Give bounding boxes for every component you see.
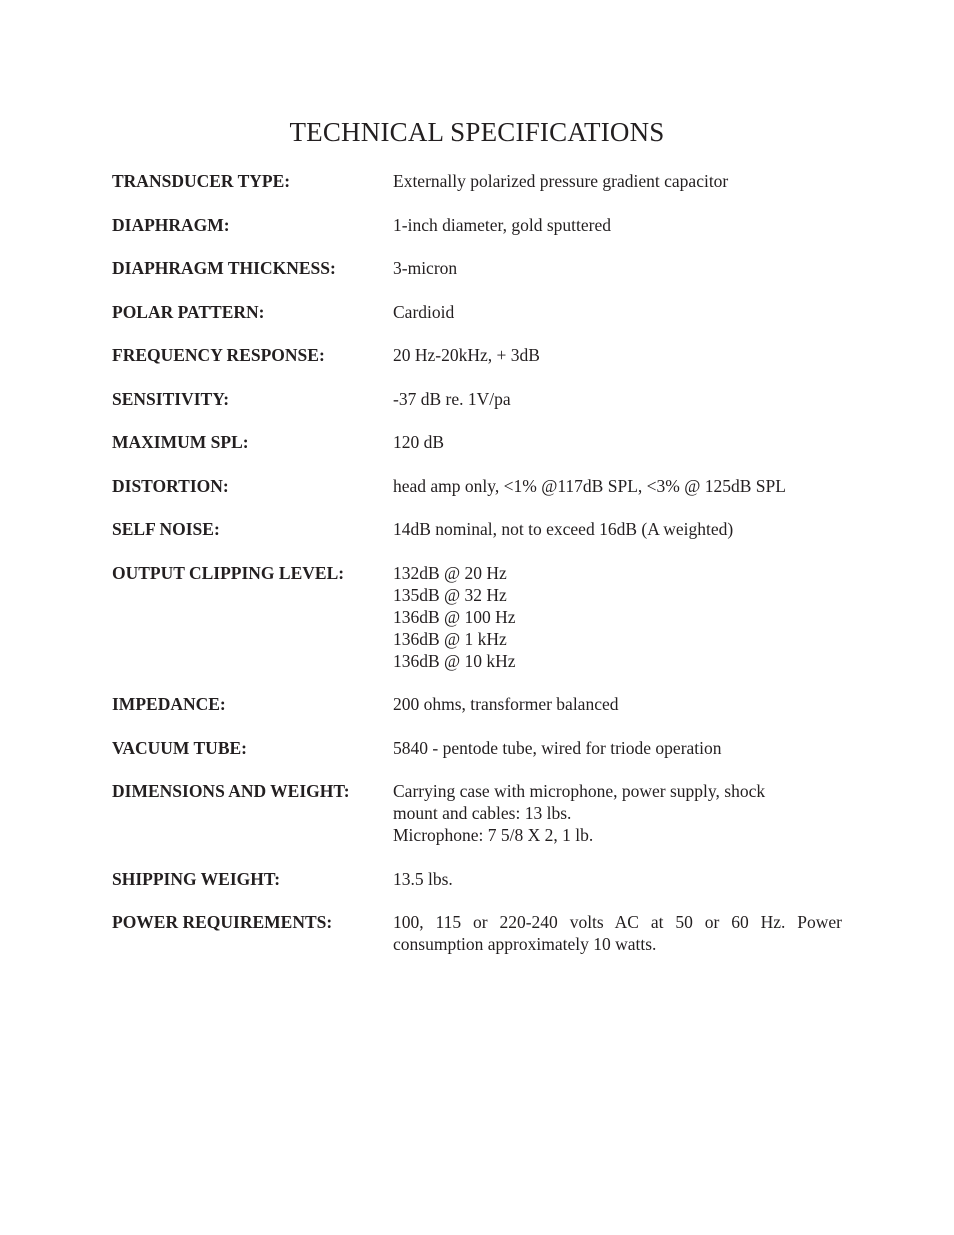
spec-label: DIAPHRAGM THICKNESS: bbox=[112, 258, 336, 278]
spec-value-line: 14dB nominal, not to exceed 16dB (A weighted) bbox=[393, 519, 734, 539]
page-title: TECHNICAL SPECIFICATIONS bbox=[289, 117, 665, 147]
spec-value bbox=[393, 170, 842, 192]
spec-value bbox=[393, 388, 842, 410]
spec-value bbox=[393, 518, 842, 540]
spec-row-diaphragm-thickness bbox=[112, 257, 842, 279]
spec-row-impedance bbox=[112, 693, 842, 715]
spec-label: SELF NOISE: bbox=[112, 519, 220, 539]
spec-label: DIMENSIONS AND WEIGHT: bbox=[112, 781, 350, 801]
spec-value-line: Carrying case with microphone, power supply, shock bbox=[393, 781, 766, 801]
spec-row-output-clipping-level bbox=[112, 562, 842, 672]
spec-label: POWER REQUIREMENTS: bbox=[112, 912, 333, 932]
spec-value-line: -37 dB re. 1V/pa bbox=[393, 388, 511, 409]
spec-value-line: 200 ohms, transformer balanced bbox=[393, 694, 619, 714]
spec-value-line: 136dB @ 1 kHz bbox=[393, 628, 507, 649]
spec-row-vacuum-tube bbox=[112, 737, 842, 759]
spec-label: VACUUM TUBE: bbox=[112, 737, 247, 758]
spec-value-line: 136dB @ 100 Hz bbox=[393, 606, 516, 627]
spec-row-polar-pattern bbox=[112, 301, 842, 323]
spec-label: SHIPPING WEIGHT: bbox=[112, 868, 281, 889]
spec-value-line: 132dB @ 20 Hz bbox=[393, 562, 507, 583]
spec-value-line: Cardioid bbox=[393, 301, 455, 322]
spec-value-line: 136dB @ 10 kHz bbox=[393, 650, 516, 671]
spec-row-distortion bbox=[112, 475, 842, 497]
spec-value bbox=[393, 737, 842, 759]
spec-row-power-requirements bbox=[112, 911, 842, 955]
spec-value-paragraph: 100, 115 or 220-240 volts AC at 50 or 60 Hz. Power consumption approximately 10 watts. bbox=[393, 912, 842, 954]
spec-value bbox=[393, 301, 842, 323]
spec-row-diaphragm bbox=[112, 214, 842, 236]
spec-value bbox=[393, 780, 842, 846]
spec-list bbox=[112, 170, 842, 977]
spec-row-self-noise bbox=[112, 518, 842, 540]
spec-value-line: Microphone: 7 5/8 X 2, 1 lb. bbox=[393, 825, 594, 845]
spec-label: DISTORTION: bbox=[112, 475, 229, 496]
spec-row-shipping-weight bbox=[112, 868, 842, 890]
spec-row-maximum-spl bbox=[112, 431, 842, 453]
spec-value bbox=[393, 344, 842, 366]
spec-label: FREQUENCY RESPONSE: bbox=[112, 345, 325, 365]
spec-label: POLAR PATTERN: bbox=[112, 301, 265, 322]
spec-value-line: 5840 - pentode tube, wired for triode operation bbox=[393, 737, 722, 758]
spec-value-line: head amp only, <1% @117dB SPL, <3% @ 125dB SPL bbox=[393, 475, 786, 496]
spec-label: TRANSDUCER TYPE: bbox=[112, 171, 291, 191]
spec-label: DIAPHRAGM: bbox=[112, 214, 230, 235]
spec-row-dimensions-and-weight bbox=[112, 780, 842, 846]
spec-row-frequency-response bbox=[112, 344, 842, 366]
spec-value-line: 120 dB bbox=[393, 432, 445, 452]
spec-value-line: 1-inch diameter, gold sputtered bbox=[393, 214, 611, 235]
spec-value-line: mount and cables: 13 lbs. bbox=[393, 803, 572, 823]
spec-value bbox=[393, 562, 842, 672]
spec-value-line: Externally polarized pressure gradient capacitor bbox=[393, 171, 729, 191]
spec-label: OUTPUT CLIPPING LEVEL: bbox=[112, 562, 345, 583]
spec-label: SENSITIVITY: bbox=[112, 388, 230, 409]
spec-value-line: 20 Hz-20kHz, + 3dB bbox=[393, 345, 540, 365]
spec-value bbox=[393, 257, 842, 279]
spec-value-line: 13.5 lbs. bbox=[393, 868, 453, 889]
spec-row-sensitivity bbox=[112, 388, 842, 410]
spec-value-line: 3-micron bbox=[393, 258, 458, 278]
spec-row-transducer-type bbox=[112, 170, 842, 192]
spec-value bbox=[393, 868, 842, 890]
spec-value bbox=[393, 475, 842, 497]
spec-label: IMPEDANCE: bbox=[112, 694, 226, 714]
spec-value-line: 135dB @ 32 Hz bbox=[393, 584, 507, 605]
spec-value bbox=[393, 214, 842, 236]
spec-value bbox=[393, 693, 842, 715]
spec-label: MAXIMUM SPL: bbox=[112, 432, 249, 452]
spec-value bbox=[393, 431, 842, 453]
